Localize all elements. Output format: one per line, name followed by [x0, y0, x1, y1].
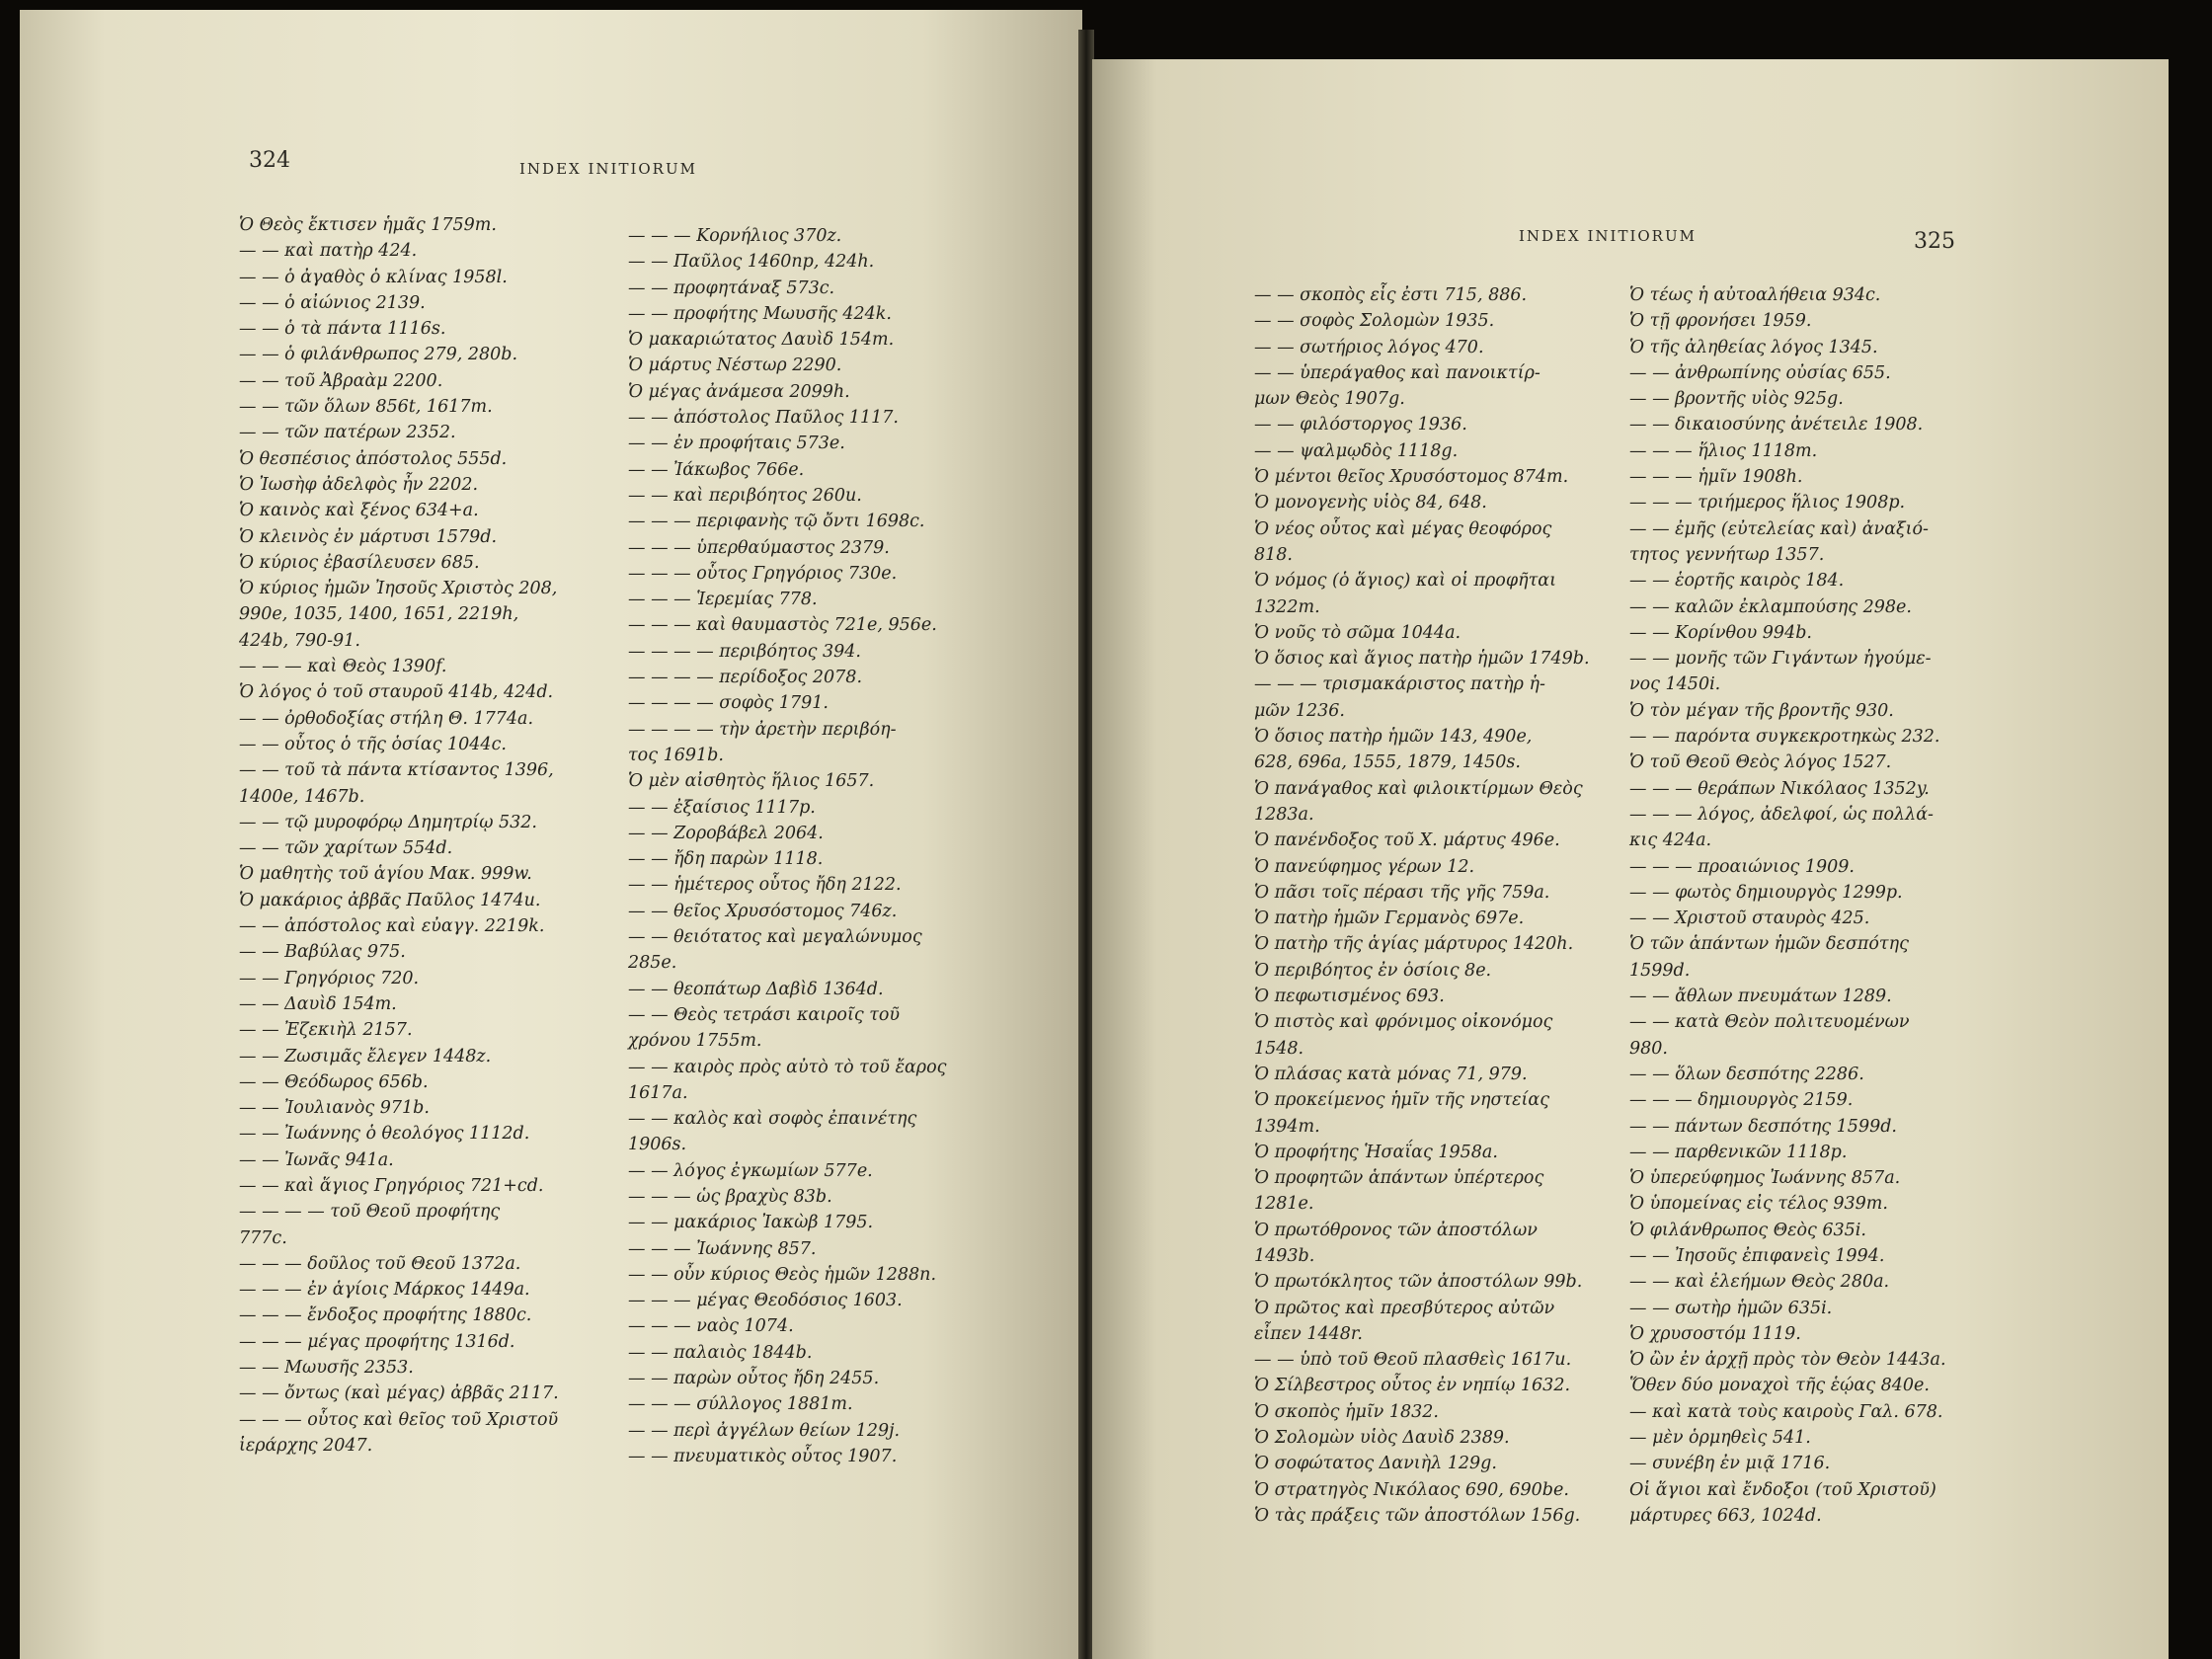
index-entry: Ὁ τῆς ἀληθείας λόγος 1345. [1629, 337, 1878, 357]
index-entry: Ὁ πρωτόκλητος τῶν ἀποστόλων 99b. [1254, 1272, 1583, 1293]
index-entry: — — σοφὸς Σολομὼν 1935. [1254, 311, 1495, 332]
index-entry: — — πνευματικὸς οὗτος 1907. [628, 1446, 898, 1466]
index-entry: Ὁ κλεινὸς ἐν μάρτυσι 1579d. [239, 526, 498, 547]
index-entry: — — Χριστοῦ σταυρὸς 425. [1629, 908, 1870, 929]
index-entry: — — ἐμῆς (εὐτελείας καὶ) ἀναξιό- [1629, 518, 1929, 539]
index-entry: — — ἤδη παρὼν 1118. [628, 849, 824, 870]
index-entry: — — ἐν προφήταις 573e. [628, 434, 845, 454]
index-entry: — — κατὰ Θεὸν πολιτευομένων [1629, 1012, 1910, 1033]
index-entry: 1322m. [1254, 596, 1320, 617]
index-entry: — — ὅλων δεσπότης 2286. [1629, 1064, 1864, 1084]
index-entry: Ὁ μαθητὴς τοῦ ἁγίου Μακ. 999w. [239, 864, 532, 885]
index-entry: Ὁ μακάριος ἀββᾶς Παῦλος 1474u. [239, 890, 541, 910]
index-entry: — — καὶ ἐλεήμων Θεὸς 280a. [1629, 1272, 1890, 1293]
index-entry: — — σκοπὸς εἷς ἐστι 715, 886. [1254, 285, 1528, 305]
index-entry: — — — ἡμῖν 1908h. [1629, 467, 1803, 488]
index-entry: — — τοῦ τὰ πάντα κτίσαντος 1396, [239, 760, 554, 781]
index-entry: 1394m. [1254, 1116, 1320, 1137]
index-entry: — — — τριήμερος ἥλιος 1908p. [1629, 493, 1906, 514]
index-entry: Ὁ περιβόητος ἐν ὁσίοις 8e. [1254, 960, 1492, 981]
index-entry: — — βροντῆς υἱὸς 925g. [1629, 389, 1844, 410]
left-page [20, 10, 1082, 1659]
index-entry: — — — Κορνήλιος 370z. [628, 226, 842, 246]
index-entry: — — οὗτος ὁ τῆς ὁσίας 1044c. [239, 734, 507, 754]
index-entry: — — προφητάναξ 573c. [628, 277, 835, 298]
index-entry: Ὁ κύριος ἐβασίλευσεν 685. [239, 552, 480, 573]
index-entry: μάρτυρες 663, 1024d. [1629, 1505, 1822, 1526]
index-entry: — — θειότατος καὶ μεγαλώνυμος [628, 927, 922, 948]
index-entry: Ὁ πρωτόθρονος τῶν ἀποστόλων [1254, 1220, 1538, 1240]
index-entry: — — ἀνθρωπίνης οὐσίας 655. [1629, 362, 1891, 383]
index-entry: — — Κορίνθου 994b. [1629, 622, 1812, 643]
index-entry: — — παρόντα συγκεκροτηκὼς 232. [1629, 727, 1940, 748]
index-entry: — — Παῦλος 1460np, 424h. [628, 252, 875, 273]
index-entry: μῶν 1236. [1254, 700, 1345, 721]
index-entry: Ὁ πανεύφημος γέρων 12. [1254, 856, 1475, 877]
index-entry: 990e, 1035, 1400, 1651, 2219h, [239, 604, 519, 625]
index-entry: — — ἀπόστολος Παῦλος 1117. [628, 408, 899, 429]
index-entry: Ὁ πεφωτισμένος 693. [1254, 987, 1445, 1007]
index-entry: Ὁ νέος οὗτος καὶ μέγας θεοφόρος [1254, 518, 1552, 539]
index-entry: — — — προαιώνιος 1909. [1629, 856, 1855, 877]
index-entry: Ὁ πατὴρ ἡμῶν Γερμανὸς 697e. [1254, 908, 1525, 929]
index-entry: — — — — περιβόητος 394. [628, 641, 861, 662]
index-entry: Ὁ πλάσας κατὰ μόνας 71, 979. [1254, 1064, 1528, 1084]
index-entry: Ὁ πατὴρ τῆς ἁγίας μάρτυρος 1420h. [1254, 934, 1574, 955]
index-entry: — — καλῶν ἐκλαμπούσης 298e. [1629, 596, 1912, 617]
index-entry: 1493b. [1254, 1245, 1315, 1266]
index-entry: τος 1691b. [628, 745, 724, 765]
index-entry: — — Ἐζεκιὴλ 2157. [239, 1020, 413, 1041]
index-entry: 1617a. [628, 1082, 688, 1103]
index-entry: — — Ἰωάννης ὁ θεολόγος 1112d. [239, 1124, 530, 1145]
index-entry: — — τῶν ὅλων 856t, 1617m. [239, 397, 493, 418]
index-entry: Ὁ ὅσιος καὶ ἅγιος πατὴρ ἡμῶν 1749b. [1254, 649, 1590, 670]
index-entry: — — μονῆς τῶν Γιγάντων ἡγούμε- [1629, 649, 1932, 670]
index-entry: Ὁ καινὸς καὶ ξένος 634+a. [239, 501, 479, 521]
index-entry: — — καὶ ἅγιος Γρηγόριος 721+cd. [239, 1175, 544, 1196]
index-entry: Ὁ τὰς πράξεις τῶν ἀποστόλων 156g. [1254, 1505, 1581, 1526]
index-entry: — — καιρὸς πρὸς αὐτὸ τὸ τοῦ ἔαρος [628, 1057, 947, 1077]
index-entry: — — σωτήριος λόγος 470. [1254, 337, 1484, 357]
index-entry: — — — τρισμακάριστος πατὴρ ἡ- [1254, 674, 1545, 695]
index-entry: Ὁ χρυσοστόμ 1119. [1629, 1323, 1801, 1344]
index-entry: Ὁ ὑπερεύφημος Ἰωάννης 857a. [1629, 1168, 1901, 1189]
index-entry: — — ὁ αἰώνιος 2139. [239, 292, 426, 313]
index-entry: Ὁ σκοπὸς ἡμῖν 1832. [1254, 1401, 1439, 1422]
index-entry: — — — — τὴν ἀρετὴν περιβόη- [628, 719, 897, 740]
index-entry: Ὁ μὲν αἰσθητὸς ἥλιος 1657. [628, 771, 875, 792]
index-entry: 1906s. [628, 1135, 687, 1155]
index-entry: Ὁ τῶν ἁπάντων ἡμῶν δεσπότης [1629, 934, 1909, 955]
index-entry: — — — ἔνδοξος προφήτης 1880c. [239, 1305, 532, 1326]
index-entry: — — Ἰάκωβος 766e. [628, 459, 805, 480]
index-entry: Ὁ προφήτης Ἡσαΐας 1958a. [1254, 1142, 1498, 1162]
index-entry: — — — οὗτος Γρηγόριος 730e. [628, 563, 898, 584]
index-entry: — — — λόγος, ἀδελφοί, ὡς πολλά- [1629, 804, 1934, 825]
index-entry: — — — μέγας προφήτης 1316d. [239, 1331, 515, 1352]
page-number: 325 [1914, 229, 1955, 254]
index-entry: — — παρὼν οὗτος ἤδη 2455. [628, 1369, 880, 1389]
index-entry: — — οὖν κύριος Θεὸς ἡμῶν 1288n. [628, 1264, 937, 1285]
index-entry: — — περὶ ἀγγέλων θείων 129j. [628, 1420, 901, 1441]
index-entry: τητος γεννήτωρ 1357. [1629, 544, 1825, 565]
index-entry: Οἱ ἅγιοι καὶ ἔνδοξοι (τοῦ Χριστοῦ) [1629, 1479, 1936, 1500]
index-entry: — συνέβη ἐν μιᾷ 1716. [1629, 1454, 1831, 1474]
index-entry: Ὁ μακαριώτατος Δαυὶδ 154m. [628, 330, 895, 351]
index-entry: 1283a. [1254, 804, 1314, 825]
index-entry: Ὁ μέντοι θεῖος Χρυσόστομος 874m. [1254, 467, 1569, 488]
index-entry: Ὁ νοῦς τὸ σῶμα 1044a. [1254, 622, 1462, 643]
index-entry: Ὁ θεσπέσιος ἀπόστολος 555d. [239, 448, 508, 469]
index-entry: Ὁ Ἰωσὴφ ἀδελφὸς ἦν 2202. [239, 474, 479, 495]
index-entry: κις 424a. [1629, 830, 1712, 851]
index-entry: — — φιλόστοργος 1936. [1254, 415, 1467, 435]
index-entry: — — — θεράπων Νικόλαος 1352y. [1629, 778, 1930, 799]
index-entry: — — ὁ φιλάνθρωπος 279, 280b. [239, 345, 518, 365]
index-entry: Ὁ σοφώτατος Δανιὴλ 129g. [1254, 1454, 1497, 1474]
index-column-right-1 [1254, 282, 1590, 1529]
index-entry: — — — μέγας Θεοδόσιος 1603. [628, 1291, 903, 1311]
index-entry: — — — ὡς βραχὺς 83b. [628, 1186, 832, 1207]
index-entry: — — — ἥλιος 1118m. [1629, 440, 1818, 461]
index-entry: 628, 696a, 1555, 1879, 1450s. [1254, 752, 1521, 773]
index-entry: — — τῷ μυροφόρῳ Δημητρίῳ 532. [239, 812, 537, 832]
index-entry: Ὁ πᾶσι τοῖς πέρασι τῆς γῆς 759a. [1254, 882, 1550, 903]
index-entry: 285e. [628, 953, 677, 974]
index-entry: — — ὁ ἀγαθὸς ὁ κλίνας 1958l. [239, 267, 508, 287]
index-entry: — — — Ἱερεμίας 778. [628, 590, 818, 610]
index-entry: — — καλὸς καὶ σοφὸς ἐπαινέτης [628, 1109, 917, 1130]
index-entry: — — Θεόδωρος 656b. [239, 1071, 429, 1092]
index-entry: — — Ἰουλιανὸς 971b. [239, 1098, 430, 1119]
index-column-left-2 [628, 223, 946, 1469]
index-entry: Ὁ μονογενὴς υἱὸς 84, 648. [1254, 493, 1487, 514]
index-entry: 1400e, 1467b. [239, 786, 365, 807]
index-entry: — — Θεὸς τετράσι καιροῖς τοῦ [628, 1004, 901, 1025]
index-entry: — — ἑορτῆς καιρὸς 184. [1629, 571, 1845, 592]
index-entry: — — — δοῦλος τοῦ Θεοῦ 1372a. [239, 1253, 521, 1274]
page-number: 324 [249, 148, 290, 173]
index-entry: 1599d. [1629, 960, 1691, 981]
index-entry: Ὁ τὸν μέγαν τῆς βροντῆς 930. [1629, 700, 1894, 721]
index-entry: Ὁ πανένδοξος τοῦ Χ. μάρτυς 496e. [1254, 830, 1560, 851]
index-entry: Ὁ ὢν ἐν ἀρχῇ πρὸς τὸν Θεὸν 1443a. [1629, 1350, 1946, 1371]
index-entry: 777c. [239, 1227, 287, 1248]
index-entry: — — — Ἰωάννης 857. [628, 1238, 817, 1259]
index-entry: Ὁ Σολομὼν υἱὸς Δαυὶδ 2389. [1254, 1428, 1510, 1449]
running-head: INDEX INITIORUM [1519, 227, 1697, 245]
index-entry: εἶπεν 1448r. [1254, 1323, 1363, 1344]
index-entry: — — φωτὸς δημιουργὸς 1299p. [1629, 882, 1903, 903]
index-entry: — — — ὑπερθαύμαστος 2379. [628, 537, 890, 558]
index-entry: — — τοῦ Ἀβραὰμ 2200. [239, 370, 443, 391]
index-entry: — — ὀρθοδοξίας στήλη Θ. 1774a. [239, 708, 534, 729]
index-entry: — — — — τοῦ Θεοῦ προφήτης [239, 1202, 501, 1223]
index-entry: — — μακάριος Ἰακὼβ 1795. [628, 1213, 874, 1233]
index-entry: — — — ναὸς 1074. [628, 1316, 794, 1337]
index-entry: — — ὑπεράγαθος καὶ πανοικτίρ- [1254, 362, 1540, 383]
index-entry: 980. [1629, 1038, 1668, 1059]
index-entry: Ὁ μέγας ἀνάμεσα 2099h. [628, 381, 850, 402]
index-entry: Ὁ λόγος ὁ τοῦ σταυροῦ 414b, 424d. [239, 682, 554, 703]
index-entry: — καὶ κατὰ τοὺς καιροὺς Γαλ. 678. [1629, 1401, 1943, 1422]
index-entry: — — ἐξαίσιος 1117p. [628, 797, 816, 818]
index-column-right-2 [1629, 282, 1946, 1529]
index-entry: — — ὑπὸ τοῦ Θεοῦ πλασθεὶς 1617u. [1254, 1350, 1572, 1371]
index-entry: — — τῶν πατέρων 2352. [239, 423, 456, 443]
index-entry: — — σωτὴρ ἡμῶν 635i. [1629, 1298, 1833, 1318]
index-entry: — μὲν ὁρμηθεὶς 541. [1629, 1428, 1811, 1449]
index-entry: Ὁ στρατηγὸς Νικόλαος 690, 690be. [1254, 1479, 1569, 1500]
index-entry: — — ὄντως (καὶ μέγας) ἀββᾶς 2117. [239, 1383, 559, 1404]
index-entry: — — — — περίδοξος 2078. [628, 668, 863, 688]
index-entry: Ὁ πανάγαθος καὶ φιλοικτίρμων Θεὸς [1254, 778, 1583, 799]
index-entry: — — ὁ τὰ πάντα 1116s. [239, 319, 446, 340]
index-entry: — — καὶ περιβόητος 260u. [628, 485, 862, 506]
index-entry: — — θεῖος Χρυσόστομος 746z. [628, 901, 898, 921]
index-entry: — — δικαιοσύνης ἀνέτειλε 1908. [1629, 415, 1924, 435]
index-entry: — — — σύλλογος 1881m. [628, 1394, 853, 1415]
index-entry: Ὁ κύριος ἡμῶν Ἰησοῦς Χριστὸς 208, [239, 579, 558, 599]
index-entry: — — ἡμέτερος οὗτος ἤδη 2122. [628, 875, 902, 896]
index-entry: — — καὶ πατὴρ 424. [239, 241, 418, 262]
index-entry: — — — καὶ θαυμαστὸς 721e, 956e. [628, 615, 937, 636]
index-entry: Ὁ φιλάνθρωπος Θεὸς 635i. [1629, 1220, 1866, 1240]
index-entry: Ὁ πιστὸς καὶ φρόνιμος οἰκονόμος [1254, 1012, 1553, 1033]
index-entry: — — παρθενικῶν 1118p. [1629, 1142, 1848, 1162]
index-entry: — — Μωυσῆς 2353. [239, 1358, 414, 1379]
index-entry: Ὁ προκείμενος ἡμῖν τῆς νηστείας [1254, 1090, 1550, 1111]
index-entry: — — — — σοφὸς 1791. [628, 693, 829, 714]
index-entry: — — Βαβύλας 975. [239, 942, 406, 963]
index-entry: χρόνου 1755m. [628, 1031, 762, 1052]
index-entry: — — Ζοροβάβελ 2064. [628, 823, 824, 843]
index-entry: Ὁ μάρτυς Νέστωρ 2290. [628, 356, 842, 376]
index-entry: Ὁ Σίλβεστρος οὗτος ἐν νηπίῳ 1632. [1254, 1376, 1571, 1396]
index-entry: — — — περιφανὴς τῷ ὄντι 1698c. [628, 512, 925, 532]
index-entry: Ὁ πρῶτος καὶ πρεσβύτερος αὐτῶν [1254, 1298, 1555, 1318]
index-entry: 1548. [1254, 1038, 1304, 1059]
index-entry: — — — δημιουργὸς 2159. [1629, 1090, 1854, 1111]
index-entry: — — θεοπάτωρ Δαβὶδ 1364d. [628, 979, 884, 999]
index-entry: μων Θεὸς 1907g. [1254, 389, 1405, 410]
index-entry: — — Ἰησοῦς ἐπιφανεὶς 1994. [1629, 1245, 1885, 1266]
index-entry: — — παλαιὸς 1844b. [628, 1342, 813, 1363]
index-entry: Ὁ Θεὸς ἔκτισεν ἡμᾶς 1759m. [239, 215, 497, 235]
index-entry: — — ἄθλων πνευμάτων 1289. [1629, 987, 1892, 1007]
index-entry: — — προφήτης Μωυσῆς 424k. [628, 303, 892, 324]
index-entry: — — ψαλμῳδὸς 1118g. [1254, 440, 1459, 461]
index-entry: — — — ἐν ἁγίοις Μάρκος 1449a. [239, 1280, 530, 1301]
index-entry: Ὅθεν δύο μοναχοὶ τῆς ἑῴας 840e. [1629, 1376, 1930, 1396]
index-entry: — — Γρηγόριος 720. [239, 968, 420, 988]
index-entry: — — — καὶ Θεὸς 1390f. [239, 657, 447, 677]
index-entry: Ὁ ὑπομείνας εἰς τέλος 939m. [1629, 1194, 1888, 1215]
index-entry: 424b, 790-91. [239, 630, 360, 651]
index-entry: ἱεράρχης 2047. [239, 1435, 373, 1456]
index-entry: — — λόγος ἐγκωμίων 577e. [628, 1160, 873, 1181]
index-entry: Ὁ τοῦ Θεοῦ Θεὸς λόγος 1527. [1629, 752, 1892, 773]
index-entry: — — Ζωσιμᾶς ἔλεγεν 1448z. [239, 1046, 492, 1066]
index-entry: — — τῶν χαρίτων 554d. [239, 838, 453, 859]
index-entry: Ὁ προφητῶν ἁπάντων ὑπέρτερος [1254, 1168, 1544, 1189]
index-entry: — — ἀπόστολος καὶ εὐαγγ. 2219k. [239, 916, 545, 937]
index-entry: 1281e. [1254, 1194, 1314, 1215]
index-entry: — — — οὗτος καὶ θεῖος τοῦ Χριστοῦ [239, 1409, 559, 1430]
index-entry: — — πάντων δεσπότης 1599d. [1629, 1116, 1897, 1137]
index-entry: — — Ἰωνᾶς 941a. [239, 1149, 394, 1170]
index-entry: Ὁ τῇ φρονήσει 1959. [1629, 311, 1812, 332]
index-entry: Ὁ τέως ἡ αὐτοαλήθεια 934c. [1629, 285, 1881, 305]
index-entry: Ὁ ὅσιος πατὴρ ἡμῶν 143, 490e, [1254, 727, 1533, 748]
index-entry: νος 1450i. [1629, 674, 1721, 695]
right-page [1092, 59, 2169, 1659]
index-entry: Ὁ νόμος (ὁ ἅγιος) καὶ οἱ προφῆται [1254, 571, 1556, 592]
index-entry: 818. [1254, 544, 1293, 565]
running-head: INDEX INITIORUM [519, 160, 697, 178]
index-entry: — — Δαυὶδ 154m. [239, 993, 397, 1014]
index-column-left-1 [239, 212, 559, 1459]
